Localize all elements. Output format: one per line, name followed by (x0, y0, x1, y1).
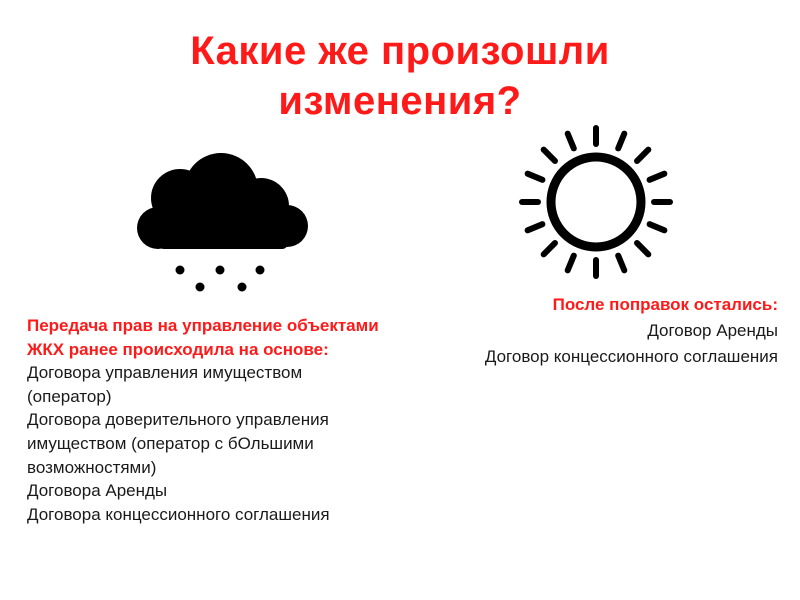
page-title-line-2: изменения? (278, 79, 522, 123)
before-amendments-item: Договора управления имуществом (27, 363, 303, 383)
before-amendments-heading-line-1: Передача прав на управление объектами (27, 316, 379, 335)
sun-icon (506, 120, 686, 290)
before-amendments-item: Договора Аренды (27, 481, 168, 501)
before-amendments-item: Договора доверительного управления (27, 410, 329, 430)
after-amendments-heading: После поправок остались: (552, 295, 778, 314)
before-amendments-block (27, 314, 447, 526)
page-title-line-1: Какие же произошли (190, 29, 610, 73)
before-amendments-item: имуществом (оператор с бОльшими (27, 433, 314, 453)
cloud-with-snow-icon (133, 148, 313, 303)
page-title (0, 26, 800, 126)
after-amendments-item: Договор Аренды (647, 321, 778, 340)
before-amendments-item: (оператор) (27, 386, 112, 406)
after-amendments-item: Договор концессионного соглашения (484, 347, 778, 366)
before-amendments-heading-line-2: ЖКХ ранее происходила на основе: (27, 339, 329, 359)
before-amendments-item: возможностями) (27, 457, 157, 477)
before-amendments-item: Договора концессионного соглашения (27, 504, 330, 524)
